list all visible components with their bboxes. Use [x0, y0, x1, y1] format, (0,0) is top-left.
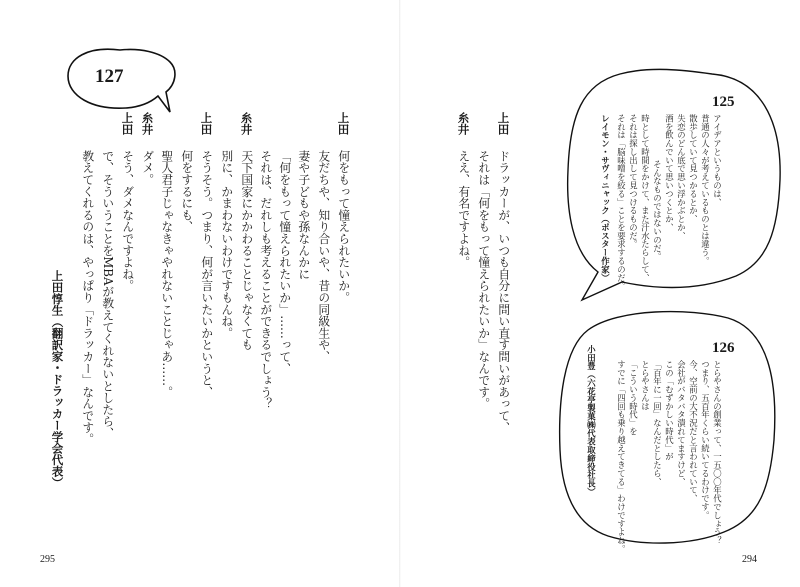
dialogue-line: 別に、かまわないわけですもんね。 — [219, 150, 234, 339]
entry-number-126: 126 — [712, 340, 735, 356]
page-gutter — [399, 0, 401, 587]
quote-line: とらやさんの創業って、一五〇〇年代でしょう？ — [712, 360, 723, 545]
dialogue-line: 妻や子どもや孫なんかに — [296, 150, 311, 280]
dialogue-line: そうそう。つまり、何が言いたいかというと、 — [199, 150, 214, 398]
page-number-right: 294 — [742, 554, 757, 565]
quote-line: アイデアというものは、 — [712, 114, 723, 207]
quote-line: そんなものではないのだ。 — [652, 160, 663, 261]
quote-line: つまり、五百年くらい続いてるわけです。 — [700, 360, 711, 520]
dialogue-line: 天下国家にかかわることじゃなくても — [239, 150, 254, 351]
quote-line: 今、空前の大不況だと言われていて、 — [688, 360, 699, 503]
quote-line: 酒を飲んでいて思いつくとか、 — [664, 114, 675, 232]
quote-line: 普通の人々が考えているものとは違う。 — [700, 114, 711, 266]
quote-line: とらやさんは — [640, 360, 651, 411]
speaker-label: 上田 — [496, 112, 511, 135]
dialogue-line: それは、だれしも考えることができるでしょう？ — [258, 150, 273, 410]
entry-number-125: 125 — [712, 94, 735, 110]
dialogue-line: 「何をもって憧えられたいか」……って、 — [277, 150, 292, 375]
quote-line: 「百年に一回」なんだとしたら、 — [652, 360, 663, 486]
entry-number-127: 127 — [95, 66, 124, 87]
dialogue-line: 何をもって憧えられたいか。 — [336, 150, 351, 304]
speaker-label: 糸井 — [140, 112, 155, 135]
dialogue-line: そう、ダメなんですよね。 — [120, 150, 135, 292]
quote-line: 「こういう時代」を — [628, 360, 639, 436]
speaker-label: 糸井 — [456, 112, 471, 135]
quote-line: 時として時間をかけて、また汗水たらして、 — [640, 114, 651, 282]
quote-line: 会社がバタバタ潰れてますけど、 — [676, 360, 687, 486]
dialogue-line: それは「何をもって憧えられたいか」なんです。 — [476, 150, 491, 410]
dialogue-line: で、そういうことをMBAが教えてくれないとしたら、 — [100, 150, 115, 439]
page-number-left: 295 — [40, 554, 55, 565]
quote-line: すでに「四回も乗り越えてきてる」わけですよね。 — [616, 360, 627, 553]
quote-line: この「むずかしい時代」が — [664, 360, 675, 461]
speaker-label: 上田 — [336, 112, 351, 135]
speaker-attribution: 上田惇生（翻訳家・ドラッカー学会代表） — [50, 270, 65, 489]
speaker-label: 糸井 — [239, 112, 254, 135]
speaker-label: 上田 — [120, 112, 135, 135]
quote-line: それは探し出して見つけるものだ。 — [628, 114, 639, 249]
dialogue-line: ええ、有名ですよね。 — [456, 150, 471, 268]
dialogue-line: ドラッカーが、いつも自分に問い直す問いがあって、 — [496, 150, 511, 434]
dialogue-line: 友だちや、知り合いや、昔の同級生や、 — [316, 150, 331, 363]
quote-line: 散歩していて見つかるとか、 — [688, 114, 699, 224]
quote-line: 失恋のどん底で思い浮かぶとか、 — [676, 114, 687, 240]
dialogue-line: ダメ。 — [140, 150, 155, 186]
dialogue-line: 聖人君子じゃなきゃやれないことじゃあ……。 — [159, 150, 174, 398]
quote-attribution: 小田豊（六花亭製菓㈱代表取締役社長） — [586, 345, 597, 497]
quote-attribution: レイモン・サヴィニャック（ポスター作家） — [600, 114, 611, 282]
dialogue-line: 教えてくれるのは、やっぱり「ドラッカー」なんです。 — [80, 150, 95, 445]
dialogue-line: 何をするにも、 — [179, 150, 194, 233]
quote-line: それは「脳味噌を絞る」ことを要求するのだ。 — [616, 114, 627, 291]
speaker-label: 上田 — [199, 112, 214, 135]
